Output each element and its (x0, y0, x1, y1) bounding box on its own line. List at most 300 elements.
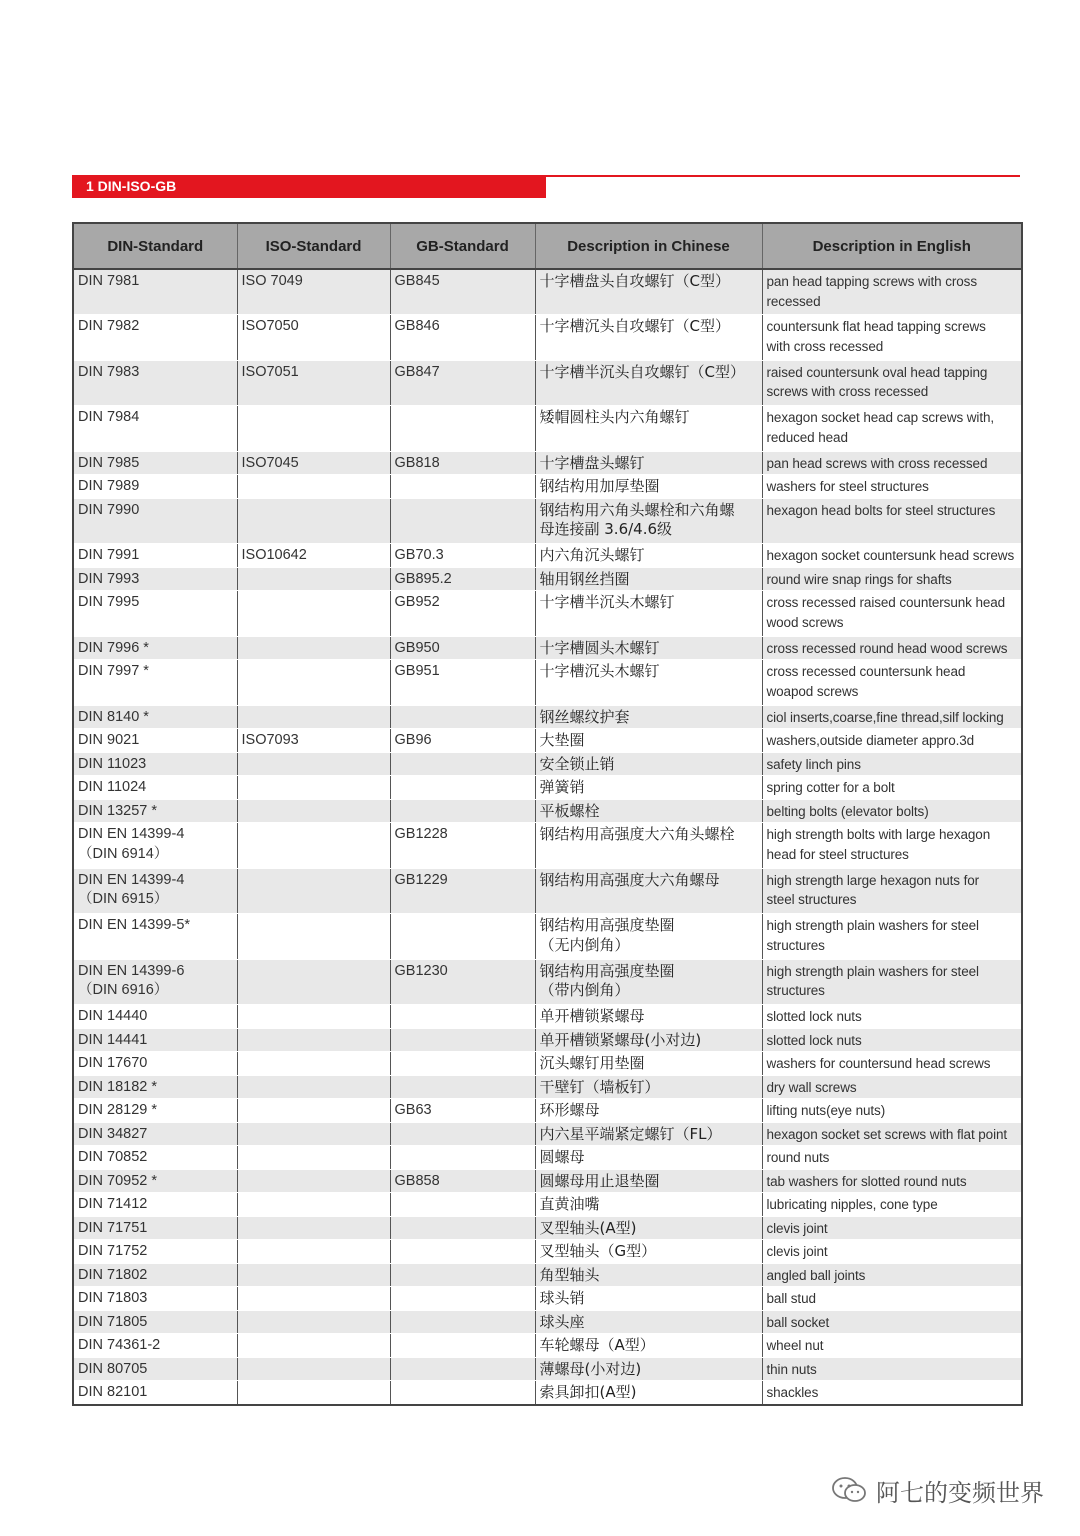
cell-english-line: washers,outside diameter appro.3d (766, 733, 975, 748)
cell-chinese-line: 直黄油嘴 (539, 1195, 600, 1213)
cell-gb (390, 914, 535, 960)
cell-gb (390, 1099, 535, 1123)
cell-gb (390, 360, 535, 406)
cell-chinese-line: 内六星平端紧定螺钉（FL） (539, 1124, 722, 1143)
cell-din (73, 636, 237, 660)
table-row (73, 776, 1022, 800)
cell-chinese-line: 大垫圈 (539, 731, 585, 749)
cell-din (73, 1287, 237, 1311)
cell-english-line: shackles (766, 1385, 819, 1400)
cell-chinese-line: 钢丝螺纹护套 (539, 707, 630, 726)
cell-gb-text: GB845 (394, 273, 440, 289)
cell-english-line: structures (766, 937, 825, 953)
cell-chinese (535, 705, 762, 729)
table-row (73, 1005, 1022, 1029)
section-divider (546, 175, 1020, 177)
cell-english-line: hexagon socket head cap screws with, (766, 410, 995, 425)
cell-gb (390, 1310, 535, 1334)
cell-iso-text: ISO7051 (241, 363, 299, 380)
cell-din (73, 1146, 237, 1170)
cell-english (762, 1357, 1022, 1381)
cell-english (762, 567, 1022, 591)
cell-english-line: cross recessed round head wood screws (766, 640, 1008, 656)
cell-iso (237, 1146, 390, 1170)
cell-iso (237, 360, 390, 406)
cell-english-line: screws with cross recessed (766, 384, 929, 399)
col-header-iso: ISO-Standard (237, 223, 390, 269)
cell-gb (390, 269, 535, 315)
cell-chinese (535, 451, 762, 475)
cell-gb (390, 591, 535, 637)
cell-english-line: ciol inserts,coarse,fine thread,silf locking (766, 709, 1004, 725)
cell-din (73, 1334, 237, 1358)
cell-english-line: hexagon socket countersunk head screws (766, 548, 1015, 563)
cell-iso (237, 1240, 390, 1264)
table-row (73, 1310, 1022, 1334)
cell-chinese (535, 1028, 762, 1052)
cell-english (762, 360, 1022, 406)
cell-gb-text: GB70.3 (394, 547, 444, 563)
cell-english-line: slotted lock nuts (766, 1009, 862, 1024)
cell-chinese-line: 钢结构用高强度垫圈 (539, 916, 675, 934)
cell-din (73, 1005, 237, 1029)
cell-chinese-line: （带内倒角） (539, 981, 630, 999)
cell-chinese-line: （无内倒角） (539, 935, 630, 954)
table-row (73, 660, 1022, 706)
cell-english-line: hexagon head bolts for steel structures (766, 502, 996, 518)
cell-gb-text: GB846 (394, 318, 440, 334)
cell-chinese (535, 868, 762, 914)
cell-english (762, 498, 1022, 544)
cell-iso (237, 705, 390, 729)
cell-english-line: structures (766, 983, 825, 998)
cell-chinese (535, 544, 762, 568)
cell-gb (390, 823, 535, 869)
cell-gb-text: GB818 (394, 454, 440, 471)
cell-gb (390, 1193, 535, 1217)
cell-chinese-line: 单开槽锁紧螺母 (539, 1007, 645, 1025)
cell-iso (237, 544, 390, 568)
cell-english-line: high strength large hexagon nuts for (766, 872, 980, 888)
cell-gb-text: GB858 (394, 1172, 440, 1189)
cell-chinese-line: 环形螺母 (539, 1101, 600, 1119)
cell-gb (390, 729, 535, 753)
cell-gb-text: GB1229 (394, 871, 448, 888)
table-row (73, 1052, 1022, 1076)
cell-din (73, 315, 237, 361)
cell-chinese-line: 薄螺母(小对边) (539, 1359, 642, 1378)
cell-english (762, 1240, 1022, 1264)
cell-english-line: washers for steel structures (766, 479, 929, 494)
cell-english-line: hexagon socket set screws with flat point (766, 1126, 1008, 1142)
cell-din (73, 406, 237, 452)
cell-iso-text: ISO7050 (241, 318, 299, 334)
watermark (830, 1470, 1044, 1510)
table-row (73, 1263, 1022, 1287)
cell-gb (390, 1263, 535, 1287)
cell-chinese (535, 1240, 762, 1264)
cell-gb (390, 776, 535, 800)
cell-chinese-line: 十字槽圆头木螺钉 (539, 638, 660, 657)
table-row (73, 1099, 1022, 1123)
section-title-bar (72, 175, 546, 198)
cell-chinese-line: 钢结构用高强度垫圈 (539, 961, 675, 980)
table-row (73, 1122, 1022, 1146)
cell-english (762, 1146, 1022, 1170)
cell-english (762, 1099, 1022, 1123)
cell-din (73, 776, 237, 800)
cell-english-line: tab washers for slotted round nuts (766, 1173, 967, 1189)
cell-din-line: DIN 14440 (78, 1008, 148, 1024)
cell-din (73, 1381, 237, 1405)
cell-din-line: DIN 18182 * (78, 1078, 157, 1095)
cell-iso (237, 1357, 390, 1381)
cell-english (762, 729, 1022, 753)
cell-chinese (535, 660, 762, 706)
cell-chinese (535, 360, 762, 406)
cell-chinese-line: 矮帽圆柱头内六角螺钉 (539, 408, 690, 426)
cell-gb (390, 1052, 535, 1076)
col-header-english: Description in English (762, 223, 1022, 269)
col-header-chinese: Description in Chinese (535, 223, 762, 269)
cell-gb (390, 406, 535, 452)
table-row (73, 451, 1022, 475)
cell-iso (237, 1263, 390, 1287)
cell-din-line: DIN 14441 (78, 1031, 148, 1048)
cell-english (762, 269, 1022, 315)
cell-english (762, 660, 1022, 706)
cell-chinese-line: 叉型轴头（G型） (539, 1242, 657, 1260)
cell-chinese-line: 钢结构用六角头螺栓和六角螺 (539, 500, 735, 519)
cell-din-line: DIN 71802 (78, 1266, 148, 1283)
cell-chinese-line: 钢结构用高强度大六角头螺栓 (539, 825, 735, 843)
cell-din-line: DIN EN 14399-4 (78, 871, 185, 888)
cell-english-line: recessed (766, 293, 821, 309)
cell-english-line: angled ball joints (766, 1267, 866, 1283)
cell-chinese-line: 安全锁止销 (539, 754, 615, 773)
cell-english-line: woapod screws (766, 683, 859, 699)
cell-gb (390, 752, 535, 776)
table-row (73, 567, 1022, 591)
cell-gb (390, 1334, 535, 1358)
table-row (73, 1075, 1022, 1099)
cell-iso (237, 1169, 390, 1193)
cell-din-line: DIN 34827 (78, 1125, 148, 1142)
cell-english-line: cross recessed raised countersunk head (766, 595, 1006, 610)
cell-english (762, 705, 1022, 729)
cell-din-line: DIN 7990 (78, 501, 140, 518)
cell-chinese-line: 角型轴头 (539, 1265, 600, 1284)
cell-iso (237, 406, 390, 452)
cell-din (73, 544, 237, 568)
cell-chinese (535, 1099, 762, 1123)
cell-english (762, 1263, 1022, 1287)
cell-english (762, 451, 1022, 475)
cell-chinese (535, 1216, 762, 1240)
cell-din-line: DIN EN 14399-5* (78, 917, 191, 933)
cell-gb-text: GB895.2 (394, 570, 452, 587)
cell-chinese-line: 内六角沉头螺钉 (539, 546, 645, 564)
cell-chinese (535, 1334, 762, 1358)
cell-english (762, 959, 1022, 1005)
table-row (73, 914, 1022, 960)
table-row (73, 360, 1022, 406)
cell-chinese (535, 269, 762, 315)
cell-din-line: DIN EN 14399-4 (78, 826, 185, 842)
cell-english (762, 868, 1022, 914)
cell-iso (237, 660, 390, 706)
cell-din-line: DIN 7982 (78, 318, 140, 334)
cell-iso (237, 1028, 390, 1052)
cell-chinese-line: 索具卸扣(A型) (539, 1383, 637, 1401)
cell-chinese-line: 母连接副 3.6/4.6级 (539, 520, 673, 538)
cell-chinese-line: 沉头螺钉用垫圈 (539, 1054, 645, 1072)
cell-gb (390, 868, 535, 914)
cell-iso (237, 959, 390, 1005)
table-row (73, 729, 1022, 753)
cell-english (762, 1052, 1022, 1076)
cell-chinese (535, 1357, 762, 1381)
cell-gb (390, 1146, 535, 1170)
cell-gb-text: GB951 (394, 663, 440, 679)
table-row (73, 544, 1022, 568)
cell-gb (390, 498, 535, 544)
cell-chinese (535, 1381, 762, 1405)
cell-english-line: round nuts (766, 1150, 830, 1165)
cell-din-line: DIN 7997 * (78, 663, 149, 679)
cell-chinese (535, 498, 762, 544)
cell-chinese (535, 1263, 762, 1287)
table-row (73, 752, 1022, 776)
cell-chinese-line: 十字槽盘头螺钉 (539, 453, 645, 472)
cell-chinese (535, 776, 762, 800)
cell-chinese (535, 1193, 762, 1217)
cell-din-line: DIN 7989 (78, 478, 140, 494)
cell-english-line: washers for countersund head screws (766, 1056, 991, 1071)
cell-chinese (535, 1287, 762, 1311)
cell-din (73, 1193, 237, 1217)
cell-english-line: ball socket (766, 1314, 830, 1330)
cell-english-line: high strength bolts with large hexagon (766, 827, 991, 842)
cell-din (73, 868, 237, 914)
cell-chinese-line: 圆螺母 (539, 1148, 585, 1166)
cell-din-line: DIN 11023 (78, 755, 147, 772)
cell-iso (237, 591, 390, 637)
cell-english-line: high strength plain washers for steel (766, 918, 979, 933)
cell-english-line: dry wall screws (766, 1079, 857, 1095)
cell-chinese-line: 球头销 (539, 1289, 585, 1307)
cell-gb (390, 1240, 535, 1264)
cell-din-line: DIN 71752 (78, 1243, 148, 1259)
cell-gb (390, 1381, 535, 1405)
cell-din-line: DIN 7981 (78, 273, 140, 289)
cell-din-line: （DIN 6914） (78, 845, 169, 862)
table-row (73, 868, 1022, 914)
cell-gb (390, 636, 535, 660)
cell-gb (390, 315, 535, 361)
cell-chinese (535, 1169, 762, 1193)
cell-chinese (535, 1075, 762, 1099)
cell-din (73, 752, 237, 776)
cell-english (762, 752, 1022, 776)
cell-chinese (535, 1052, 762, 1076)
table-row (73, 1287, 1022, 1311)
cell-english (762, 1193, 1022, 1217)
cell-english (762, 1122, 1022, 1146)
cell-din-line: DIN 71805 (78, 1313, 148, 1330)
cell-din (73, 1263, 237, 1287)
cell-english-line: clevis joint (766, 1244, 828, 1259)
table-row (73, 315, 1022, 361)
cell-iso (237, 1122, 390, 1146)
cell-iso-text: ISO7093 (241, 732, 299, 748)
cell-chinese-line: 十字槽沉头木螺钉 (539, 662, 660, 680)
cell-chinese (535, 406, 762, 452)
cell-din-line: DIN 70952 * (78, 1172, 157, 1189)
cell-english-line: cross recessed countersunk head (766, 664, 966, 679)
cell-iso (237, 636, 390, 660)
cell-chinese (535, 752, 762, 776)
cell-gb-text: GB847 (394, 363, 440, 380)
cell-gb (390, 1216, 535, 1240)
cell-din-line: DIN 11024 (78, 779, 147, 795)
table-row (73, 406, 1022, 452)
table-row (73, 475, 1022, 499)
cell-chinese-line: 叉型轴头(A型) (539, 1218, 637, 1237)
cell-english-line: wheel nut (766, 1338, 824, 1353)
table-row (73, 636, 1022, 660)
cell-english-line: countersunk flat head tapping screws (766, 319, 986, 334)
cell-din-line: （DIN 6916） (78, 982, 169, 998)
cell-iso (237, 823, 390, 869)
cell-din-line: DIN 13257 * (78, 802, 157, 819)
cell-iso (237, 498, 390, 544)
cell-din-line: DIN EN 14399-6 (78, 962, 185, 979)
cell-chinese (535, 914, 762, 960)
cell-din-line: （DIN 6915） (78, 891, 169, 907)
cell-chinese-line: 十字槽沉头自攻螺钉（C型） (539, 317, 730, 335)
table-row (73, 1216, 1022, 1240)
cell-iso (237, 1099, 390, 1123)
cell-chinese-line: 单开槽锁紧螺母(小对边) (539, 1030, 702, 1049)
cell-english (762, 799, 1022, 823)
cell-din (73, 1357, 237, 1381)
cell-din-line: DIN 71803 (78, 1290, 148, 1306)
cell-english (762, 1310, 1022, 1334)
cell-chinese (535, 1310, 762, 1334)
cell-chinese-line: 十字槽半沉头自攻螺钉（C型） (539, 362, 745, 381)
cell-english (762, 823, 1022, 869)
cell-english (762, 591, 1022, 637)
cell-din-line: DIN 8140 * (78, 708, 149, 725)
table-row (73, 799, 1022, 823)
cell-iso (237, 1193, 390, 1217)
cell-gb-text: GB950 (394, 639, 440, 656)
table-row (73, 705, 1022, 729)
cell-din-line: DIN 7984 (78, 409, 140, 425)
cell-english-line: clevis joint (766, 1220, 828, 1236)
table-row (73, 1146, 1022, 1170)
cell-iso (237, 729, 390, 753)
cell-english (762, 406, 1022, 452)
cell-iso (237, 475, 390, 499)
cell-chinese (535, 567, 762, 591)
cell-iso (237, 914, 390, 960)
cell-iso (237, 1381, 390, 1405)
watermark-text: 阿七的变频世界 (876, 1478, 1044, 1507)
cell-chinese-line: 弹簧销 (539, 778, 585, 796)
cell-din (73, 451, 237, 475)
cell-english-line: round wire snap rings for shafts (766, 571, 952, 587)
cell-chinese (535, 729, 762, 753)
cell-din (73, 591, 237, 637)
cell-english-line: lifting nuts(eye nuts) (766, 1103, 886, 1118)
cell-chinese (535, 823, 762, 869)
cell-chinese-line: 十字槽盘头自攻螺钉（C型） (539, 272, 730, 290)
table-row (73, 959, 1022, 1005)
cell-din-line: DIN 7983 (78, 363, 140, 380)
cell-gb (390, 1169, 535, 1193)
cell-din (73, 1216, 237, 1240)
cell-iso-text: ISO7045 (241, 454, 299, 471)
table-row (73, 591, 1022, 637)
cell-iso (237, 1052, 390, 1076)
cell-english-line: with cross recessed (766, 338, 884, 354)
table-row (73, 1193, 1022, 1217)
cell-chinese-line: 钢结构用加厚垫圈 (539, 477, 660, 495)
cell-gb (390, 660, 535, 706)
cell-english-line: slotted lock nuts (766, 1032, 862, 1048)
cell-din (73, 360, 237, 406)
cell-english-line: wood screws (766, 614, 844, 630)
cell-din-line: DIN 71751 (78, 1219, 148, 1236)
cell-english (762, 1075, 1022, 1099)
cell-iso (237, 1075, 390, 1099)
cell-din-line: DIN 82101 (78, 1384, 148, 1400)
cell-english-line: thin nuts (766, 1361, 817, 1377)
cell-english-line: pan head tapping screws with cross (766, 274, 977, 289)
cell-chinese (535, 636, 762, 660)
cell-din (73, 475, 237, 499)
cell-gb (390, 1287, 535, 1311)
cell-english-line: pan head screws with cross recessed (766, 455, 988, 471)
cell-iso (237, 1005, 390, 1029)
cell-gb-text: GB1228 (394, 826, 448, 842)
cell-chinese (535, 799, 762, 823)
cell-iso (237, 868, 390, 914)
cell-din (73, 498, 237, 544)
cell-gb-text: GB952 (394, 594, 440, 610)
cell-english-line: ball stud (766, 1291, 816, 1306)
wechat-logo-icon (830, 1475, 868, 1505)
cell-english-line: safety linch pins (766, 756, 861, 772)
cell-chinese (535, 591, 762, 637)
cell-din-line: DIN 17670 (78, 1055, 148, 1071)
cell-english-line: steel structures (766, 892, 857, 907)
cell-english (762, 914, 1022, 960)
cell-iso (237, 451, 390, 475)
cell-iso (237, 776, 390, 800)
cell-chinese-line: 车轮螺母（A型） (539, 1336, 655, 1354)
cell-iso (237, 799, 390, 823)
section-title: 1 DIN-ISO-GB (86, 178, 177, 194)
cell-chinese-line: 干壁钉（墙板钉） (539, 1077, 660, 1096)
cell-chinese-line: 钢结构用高强度大六角螺母 (539, 870, 720, 889)
cell-chinese (535, 1005, 762, 1029)
cell-iso-text: ISO 7049 (241, 273, 303, 289)
cell-gb (390, 544, 535, 568)
cell-din (73, 1052, 237, 1076)
